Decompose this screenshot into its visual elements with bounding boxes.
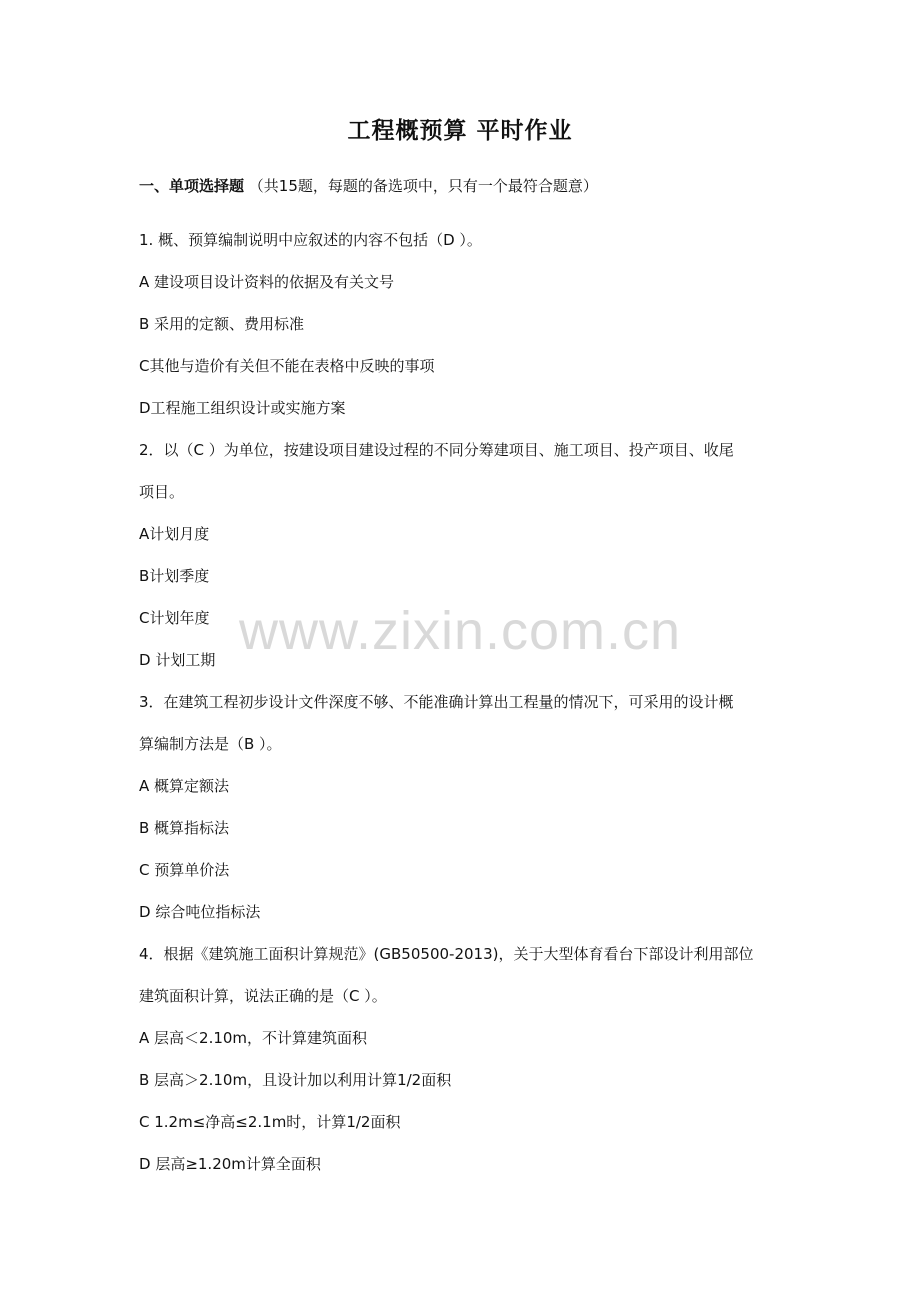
option-line: B 层高＞2.10m，且设计加以利用计算1/2面积 bbox=[139, 1071, 452, 1089]
section-label: 一、单项选择题 bbox=[139, 177, 245, 195]
section-note: （共15题，每题的备选项中，只有一个最符合题意） bbox=[248, 177, 598, 195]
option-line: C 预算单价法 bbox=[139, 861, 230, 879]
question-4: 4．根据《建筑施工面积计算规范》(GB50500-2013)，关于大型体育看台下部设计利用部位 bbox=[139, 945, 754, 963]
option-line: C 1.2m≤净高≤2.1m时，计算1/2面积 bbox=[139, 1113, 401, 1131]
option-line: D 层高≥1.20m计算全面积 bbox=[139, 1155, 321, 1173]
question-3-continued: 算编制方法是（B ）。 bbox=[139, 735, 282, 753]
question-2: 2．以（C ）为单位，按建设项目建设过程的不同分筹建项目、施工项目、投产项目、收尾 bbox=[139, 441, 734, 459]
option-line: D 计划工期 bbox=[139, 651, 216, 669]
question-4-continued: 建筑面积计算，说法正确的是（C ）。 bbox=[139, 987, 387, 1005]
option-line: D工程施工组织设计或实施方案 bbox=[139, 399, 346, 417]
option-line: C其他与造价有关但不能在表格中反映的事项 bbox=[139, 357, 435, 375]
option-line: A 概算定额法 bbox=[139, 777, 230, 795]
question-3: 3．在建筑工程初步设计文件深度不够、不能准确计算出工程量的情况下，可采用的设计概 bbox=[139, 693, 734, 711]
question-1: 1. 概、预算编制说明中应叙述的内容不包括（D ）。 bbox=[139, 231, 482, 249]
question-2-continued: 项目。 bbox=[139, 483, 185, 501]
option-line: B 采用的定额、费用标准 bbox=[139, 315, 305, 333]
section-heading bbox=[139, 175, 598, 196]
option-line: D 综合吨位指标法 bbox=[139, 903, 261, 921]
document-title: 工程概预算 平时作业 bbox=[347, 118, 573, 144]
watermark-text: www.zixin.com.cn bbox=[238, 601, 682, 661]
option-line: C计划年度 bbox=[139, 609, 210, 627]
option-line: B计划季度 bbox=[139, 567, 210, 585]
option-line: A计划月度 bbox=[139, 525, 210, 543]
option-line: B 概算指标法 bbox=[139, 819, 230, 837]
option-line: A 建设项目设计资料的依据及有关文号 bbox=[139, 273, 395, 291]
option-line: A 层高＜2.10m，不计算建筑面积 bbox=[139, 1029, 368, 1047]
